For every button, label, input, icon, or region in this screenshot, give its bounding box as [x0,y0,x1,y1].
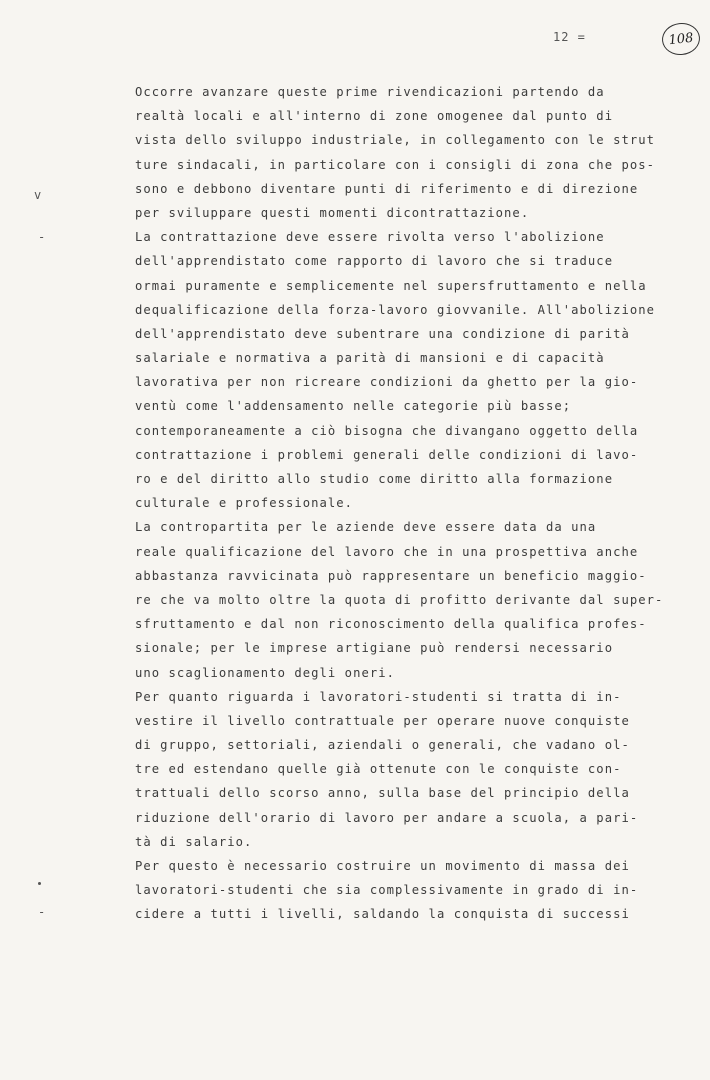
text-line: contrattazione i problemi generali delle condizioni di lavo- [135,447,639,462]
text-line: per sviluppare questi momenti dicontrattazione. [135,205,530,220]
text-line: trattuali dello scorso anno, sulla base del principio della [135,786,630,801]
text-line: ormai puramente e semplicemente nel supersfruttamento e nella [135,278,647,293]
margin-mark-check: v [34,188,42,202]
text-line: ture sindacali, in particolare con i consigli di zona che pos- [135,157,656,172]
page-number: 12 = [553,30,586,44]
archive-stamp: 108 [660,21,701,57]
text-line: salariale e normativa a parità di mansioni e di capacità [135,351,605,366]
text-line: uno scaglionamento degli oneri. [135,665,396,680]
margin-dot [38,882,41,885]
text-line: di gruppo, settoriali, aziendali o generali, che vadano ol- [135,738,630,753]
typewritten-body [135,80,675,927]
text-line: reale qualificazione del lavoro che in una prospettiva anche [135,544,639,559]
text-line: abbastanza ravvicinata può rappresentare un beneficio maggio- [135,568,647,583]
text-line: realtà locali e all'interno di zone omogenee dal punto di [135,109,614,124]
text-line: Occorre avanzare queste prime rivendicazioni partendo da [135,85,605,99]
text-line: contemporaneamente a ciò bisogna che divangano oggetto della [135,423,639,438]
text-line: dell'apprendistato come rapporto di lavoro che si traduce [135,254,614,269]
text-line: dequalificazione della forza-lavoro giovvanile. All'abolizione [135,302,656,317]
text-line: ro e del diritto allo studio come diritto alla formazione [135,472,614,486]
text-line: re che va molto oltre la quota di profitto derivante dal super- [135,592,664,607]
text-line: Per quanto riguarda i lavoratori-studenti si tratta di in- [135,689,622,704]
margin-mark-dash: - [38,905,46,919]
text-line: Per questo è necessario costruire un movimento di massa dei [135,859,630,873]
text-line: dell'apprendistato deve subentrare una condizione di parità [135,326,630,341]
text-line: tre ed estendano quelle già ottenute con le conquiste con- [135,762,622,777]
text-line: lavorativa per non ricreare condizioni da ghetto per la gio- [135,375,639,390]
text-line: ventù come l'addensamento nelle categorie più basse; [135,399,572,414]
text-line: sionale; per le imprese artigiane può rendersi necessario [135,641,614,656]
text-line: sfruttamento e dal non riconoscimento della qualifica profes- [135,617,647,632]
text-line: tà di salario. [135,834,253,849]
text-line: sono e debbono diventare punti di riferimento e di direzione [135,181,639,196]
text-line: La contrattazione deve essere rivolta verso l'abolizione [135,230,605,245]
text-line: vista dello sviluppo industriale, in collegamento con le strut [135,133,656,148]
text-line: vestire il livello contrattuale per operare nuove conquiste [135,713,630,728]
text-line: La contropartita per le aziende deve essere data da una [135,520,597,535]
text-line: cidere a tutti i livelli, saldando la conquista di successi [135,907,630,922]
text-line: riduzione dell'orario di lavoro per andare a scuola, a pari- [135,810,639,825]
margin-mark-dash: - [38,230,46,244]
text-line: culturale e professionale. [135,496,354,511]
text-line: lavoratori-studenti che sia complessivamente in grado di in- [135,883,639,898]
